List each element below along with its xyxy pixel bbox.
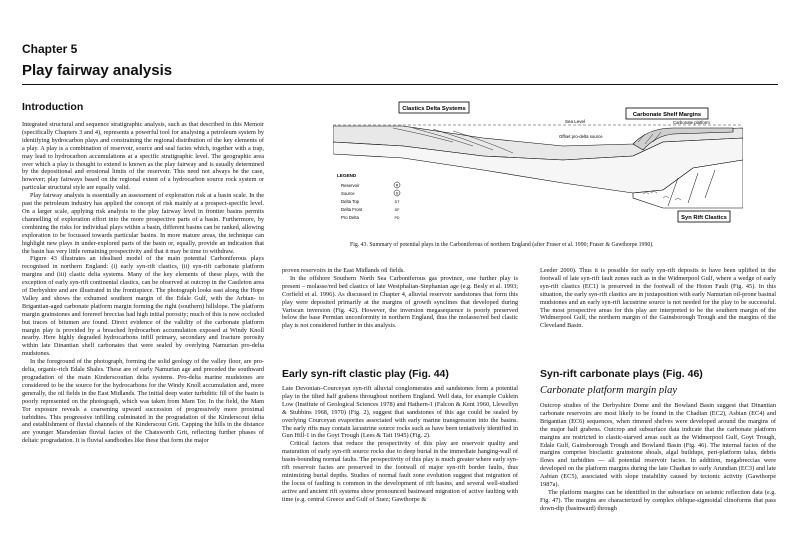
column-3-top <box>540 267 776 330</box>
figure-caption: Fig. 43. Summary of potential plays in the Carboniferous of northern England (after Fraser et al. 1990; Fraser & Gawthorpe 1990). <box>350 242 654 248</box>
legend-item: Source <box>341 191 355 196</box>
play-model-diagram <box>333 98 743 238</box>
legend-code: DT <box>394 200 400 204</box>
column-2-top <box>282 267 518 330</box>
column-2-bottom <box>282 385 518 504</box>
paragraph: In the foreground of the photograph, forming the solid geology of the valley floor, are pro-delta, organic-rich Edale Shales. These are of early Namurian age and preceded the southward progradation of the main Kinderscoutian delta systems. Pro-delta marine mudstones are considered to be the source for the hydrocarbons for the Windy Knoll accumulation and, more generally, the oil fields in the East Midlands. The initial deep water turbiditic fill of the basin is poorly represented on the photograph, which was taken from Mam Tor. In the field, the Mam Tor exposure reveals a coarsening upward succession of progressively more proximal turbidites. This progressive infilling culminated in the progradation of the Kinderscout delta and establishment of fluvial channels of the Kinderscout Grit. Capping the hills in the distance are younger Marsdenian fluvial facies of the Chatsworth Grit, reflecting further phases of deltaic progradation. It is fluvial sandbodies like these that form the major <box>22 358 264 445</box>
label-clastics: Clastics Delta Systems <box>402 106 466 112</box>
column-3-bottom <box>540 402 776 513</box>
label-synrift: Syn Rift Clastics <box>681 215 727 221</box>
title-rule <box>22 84 778 85</box>
label-sealevel: Sea Level <box>565 119 586 124</box>
subheading-carbonate-margin: Carbonate platform margin play <box>540 385 677 396</box>
legend-code: S <box>395 191 399 196</box>
paragraph: Outcrop studies of the Derbyshire Dome and the Bowland Basin suggest that Dinantian carbonate reservoirs are most likely to be found in the Chadian (EC2), Asbian (EC4) and Brigantian (EC6) sequences, when rimmed shelves were developed around the margins of the major half grabens. Outcrop and subsurface data indicate that the carbonate platform margins are restricted to clastic-starved areas such as the Widmerpool Gulf, Goyt Trough, Edale Gulf, Gainsborough Trough and Bowland Basin (Fig. 46). The internal facies of the margins comprise bioclastic grainstone shoals, algal buildups, peri-platform talus, debris flows and turbidites — all potential reservoir facies. In addition, megabreccias were developed on the platform margins during the late Chadian to early Arundian (EC3) and late Asbian (EC5), associated with slope instability caused by tectonic activity (Gawthorpe 1987a). <box>540 402 776 489</box>
legend-title: LEGEND <box>337 173 357 178</box>
legend-code: DF <box>394 208 400 212</box>
paragraph: proven reservoirs in the East Midlands oil fields. <box>282 267 405 274</box>
legend-item: Reservoir <box>341 183 360 188</box>
section-heading-synrift-carbonate: Syn-rift carbonate plays (Fig. 46) <box>540 368 703 380</box>
label-mudstones: Offset pro-delta source <box>559 134 603 139</box>
page-title: Play fairway analysis <box>22 62 173 79</box>
paragraph: Leeder 2000). Thus it is possible for early syn-rift deposits to have been uplifted in the footwall of late syn-rift fault zones such as in the Widmerpool Gulf, where a wedge of early syn-rift clastics (EC1) is preserved in the footwall of the Hoton Fault (Fig. 45). In this situation, the early syn-rift clastics are in juxtaposition with early Namurian oil-prone basinal mudstones and an early syn-rift lacustrine source is not needed for the play to be successful. The most prospective areas for this play are interpreted to be the southern margin of the Widmerpool Gulf, the northern margin of the Gainsborough Trough and the margins of the Cleveland Basin. <box>540 267 776 330</box>
section-heading-early-synrift: Early syn-rift clastic play (Fig. 44) <box>282 368 449 380</box>
legend-item: Delta Top <box>341 199 360 204</box>
paragraph: The platform margins can be identified in the subsurface on seismic reflection data (e.g. Fig. 47). The margins are characterized by complex oblique-sigmoidal clinoforms that pass down-dip (basinward) through <box>540 488 776 512</box>
paragraph: Figure 43 illustrates an idealised model of the main potential Carboniferous plays recognised in northern England: (i) early syn-rift clastics, (ii) syn-rift carbonate platform margins and (iii) clastic delta systems. Many of the key elements of these plays, with the exception of early syn-rift continental clastics, can be observed at outcrop in the Castleton area of Derbyshire and are illustrated in the frontispiece. The photograph looks east along the Hope Valley and shows the exhumed southern margin of the Edale Gulf, with the Arbian- to Brigantian-aged carbonate platform margin forming the right (southern) hillslope. The platform margin grainstones and forereef breccias had high initial porosity; much of this is now occluded but traces of bitumen are found. Direct evidence of the validity of the carbonate platform margin play is provided by a breached hydrocarbon accumulation exposed at Windy Knoll nearby. Here highly degraded hydrocarbons infill primary, secondary and fracture porosity within late Dinantian shelf carbonates that were sealed by overlying Namurian pro-delta mudstones. <box>22 255 264 358</box>
legend-code: R <box>395 183 399 188</box>
paragraph: Late Devonian–Courceyan syn-rift alluvial conglomerates and sandstones form a potential play in the tilted half grabens throughout northern England. Well data, for example Cuklein Low (Institute of Geological Sciences 1978) and Hathern-1 (Falcon & Kent 1960, Llewellyn & Stubbins 1968, 1970) (Fig. 2), suggest that sandstones of this age could be sealed by overlying Courceyan evaporites associated with early marine transgression into the basins. The early rifts may contain lacustrine source rocks such as have been tentatively identified in Gun Hill-1 in the Goyt Trough (Lees & Tait 1945) (Fig. 2). <box>282 385 518 440</box>
column-1 <box>22 121 264 445</box>
paragraph: In the offshore Southern North Sea Carboniferous gas province, one further play is present – molasse/red bed clastics of late Westphalian-Stephanian age (e.g. Besly et al. 1993; Corfield et al. 1996). As discussed in Chapter 4, alluvial reservoir sandstones that form this play were deposited primarily at the margins of growth synclines that developed during Variscan inversion (Fig. 42). However, the inversion megasequence is poorly preserved below the base Permian unconformity in northern England, thus the molasse/red bed clastic play is not considered further in this analysis. <box>282 274 518 330</box>
label-shelf: Carbonate Shelf Margins <box>632 112 702 118</box>
legend-item: Pro Delta <box>341 215 359 220</box>
section-heading-introduction: Introduction <box>22 101 84 113</box>
paragraph: Play fairway analysis is essentially an assessment of exploration risk at a basin scale. In the past the petroleum industry has applied the concept of risk mainly at a prospect-specific level. On a larger scale, applying risk analysis to the play fairway level in frontier basins permits channelling of exploration effort into the more prospective parts of a basin. Furthermore, by combining the risks for individual plays within a basin, different basins can be ranked, allowing exploration to be focussed towards particular basins. In more mature areas, the technique can highlight new plays in under-explored parts of the basin or, equally, provide an indication that the basin has very little remaining prospectivity and that it may be time to withdraw. <box>22 192 264 255</box>
paragraph: Critical factors that reduce the prospectivity of this play are reservoir quality and maturation of early syn-rift source rocks due to deep burial in the immediate hanging-wall of basin-bounding normal faults. The prospectivity of this play is much greater where early syn-rift reservoir facies are preserved in the footwall of major syn-rift border faults, thus minimizing burial depths. Studies of normal fault zone evolution suggest that migration of the locus of faulting is common in the development of rift basins, and several well-studied active and ancient rift systems show pronounced basinward migration of active faulting with time (e.g. central Greece and Gulf of Suez; Gawthorpe & <box>282 440 518 503</box>
figure-43 <box>333 98 743 238</box>
legend-item: Delta Front <box>341 207 363 212</box>
legend-code: PD <box>394 216 400 220</box>
chapter-label: Chapter 5 <box>22 42 78 56</box>
label-platform: Carbonate platform <box>673 120 710 125</box>
paragraph: Integrated structural and sequence stratigraphic analysis, such as that described in this Memoir (specifically Chapters 3 and 4), represents a powerful tool for analysing a petroleum system by identifying hydrocarbon plays and constraining the regional distribution of the key elements of a play. A play is a combination of reservoir, source and seal facies which, together with a trap, may lead to hydrocarbon accumulations at a specific stratigraphic level. The geographic area over which a play is thought to extend is known as the play fairway and is usually determined by the depositional and erosional limits of the reservoir. This need not always be the case, however; play fairways based on the regional extent of a hydrocarbon source rock system or particular structural style are equally valid. <box>22 121 264 192</box>
